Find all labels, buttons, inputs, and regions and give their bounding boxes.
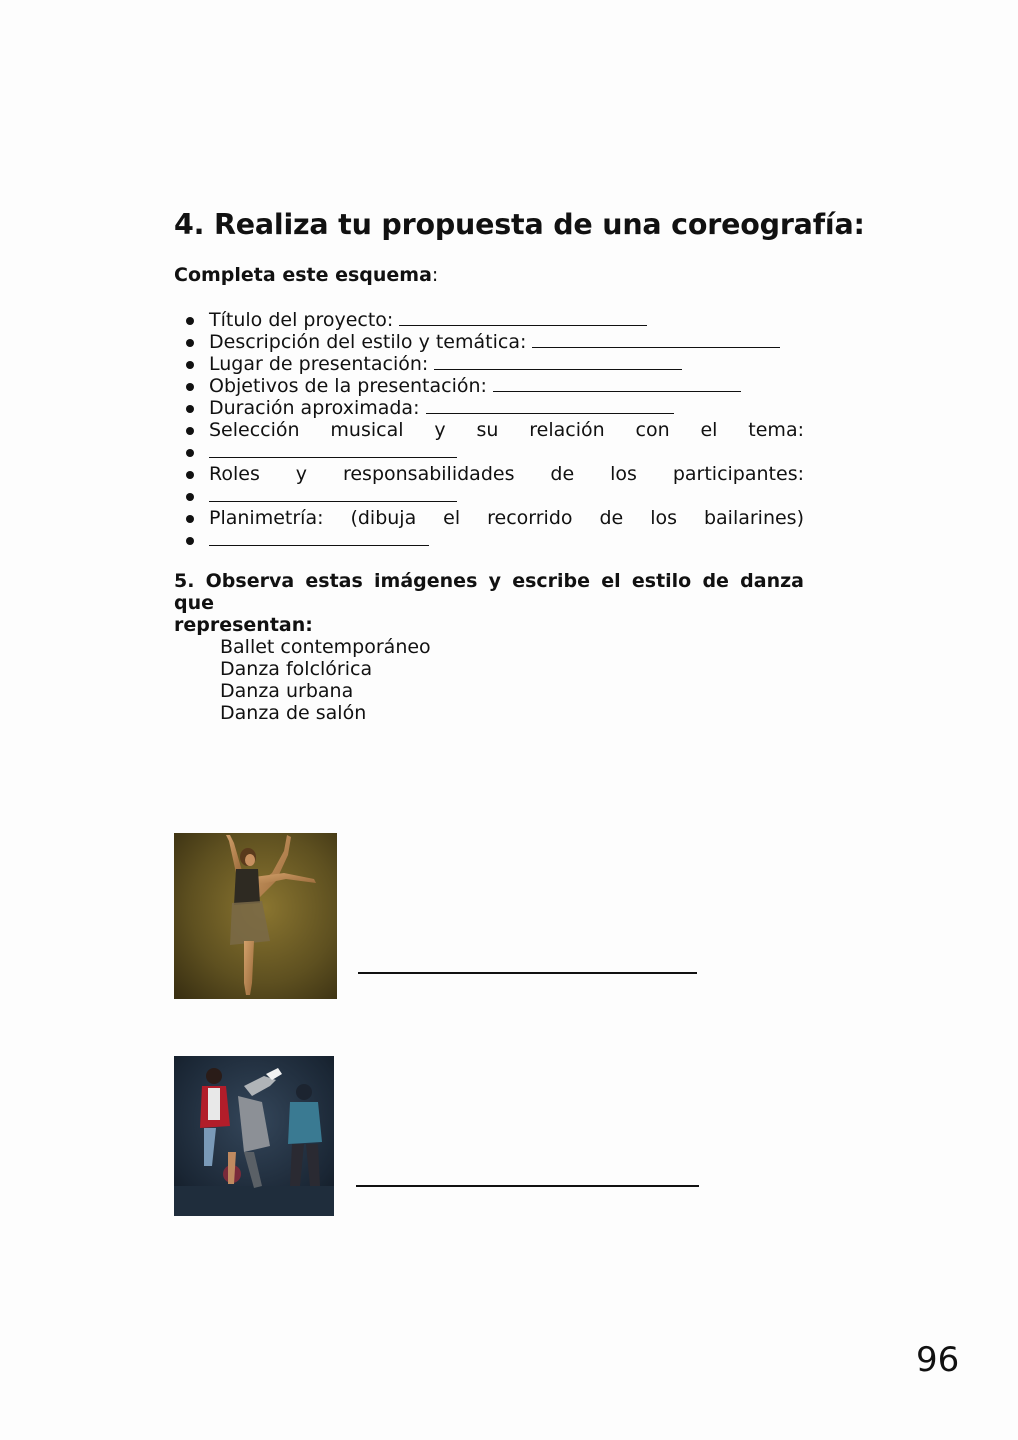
section-5-title-line2: representan:	[174, 614, 313, 636]
page-number: 96	[916, 1340, 960, 1380]
list-item	[184, 353, 804, 375]
list-item	[184, 397, 804, 419]
dance-style-option: Ballet contemporáneo	[220, 636, 431, 658]
project-scheme-list	[184, 309, 804, 551]
subtitle-text: Completa este esquema	[174, 264, 432, 286]
list-item	[184, 507, 804, 529]
list-item	[184, 375, 804, 397]
dance-style-options	[220, 636, 431, 724]
list-item	[184, 331, 804, 353]
answer-blank[interactable]	[209, 529, 804, 551]
list-item-blank	[184, 529, 804, 551]
answer-blank[interactable]	[209, 485, 804, 507]
answer-blank[interactable]	[399, 310, 647, 326]
answer-line-2[interactable]	[356, 1185, 699, 1187]
item-label: Descripción del estilo y temática:	[209, 331, 533, 353]
item-label: Lugar de presentación:	[209, 353, 435, 375]
list-item-blank	[184, 441, 804, 463]
answer-line-1[interactable]	[358, 972, 697, 974]
item-label: Título del proyecto:	[209, 309, 400, 331]
answer-blank[interactable]	[493, 376, 741, 392]
section-4-title: 4. Realiza tu propuesta de una coreografía:	[174, 208, 865, 241]
list-item	[184, 463, 804, 485]
list-item-blank	[184, 485, 804, 507]
list-item	[184, 419, 804, 441]
section-5-title-line1: 5. Observa estas imágenes y escribe el estilo de danza que	[174, 570, 804, 614]
answer-blank[interactable]	[434, 354, 682, 370]
section-4-subtitle	[174, 264, 438, 286]
answer-blank[interactable]	[426, 398, 674, 414]
answer-blank[interactable]	[532, 332, 780, 348]
subtitle-colon: :	[431, 264, 439, 286]
answer-blank[interactable]	[209, 441, 804, 463]
item-label: Duración aproximada:	[209, 397, 426, 419]
item-label: Objetivos de la presentación:	[209, 375, 493, 397]
dance-style-option: Danza urbana	[220, 680, 354, 702]
item-label: Roles y responsabilidades de los participantes:	[209, 463, 804, 485]
dance-style-option: Danza de salón	[220, 702, 367, 724]
ballet-dancer-image	[174, 833, 337, 999]
section-5-title	[174, 570, 804, 636]
urban-dancers-image	[174, 1056, 334, 1216]
dance-style-option: Danza folclórica	[220, 658, 373, 680]
list-item	[184, 309, 804, 331]
item-label: Selección musical y su relación con el tema:	[209, 419, 804, 441]
item-label: Planimetría: (dibuja el recorrido de los bailarines)	[209, 507, 804, 529]
